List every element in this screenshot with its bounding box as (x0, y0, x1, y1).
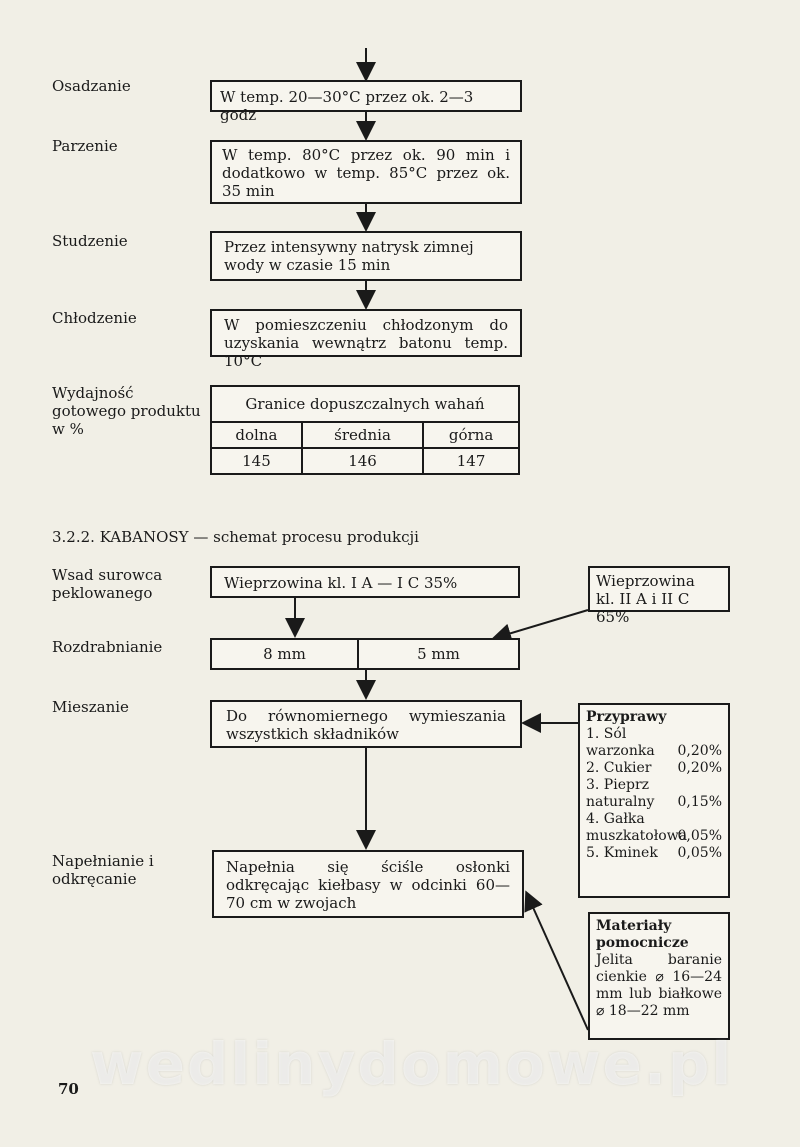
step-box-osadzanie: W temp. 20—30°C przez ok. 2—3 godz (210, 80, 522, 112)
meat-side-line1: Wieprzowina (596, 572, 695, 590)
watermark: wedlinydomowe.pl (90, 1030, 734, 1098)
napelnianie-box: Napełnia się ściśle osłonki odkręcając kiełbasy w odcinki 60—70 cm w zwojach (212, 850, 524, 918)
spices-title: Przyprawy (586, 709, 667, 725)
materials-text: Jelita baranie cienkie ⌀ 16—24 mm lub białkowe ⌀ 18—22 mm (596, 952, 722, 1019)
yield-col-dolna: dolna (211, 422, 302, 448)
mieszanie-box: Do równomiernego wymieszania wszystkich składników (210, 700, 522, 748)
step-label-osadzanie: Osadzanie (52, 77, 131, 95)
spice-item-2: 2. Cukier 0,20% (586, 760, 722, 776)
step-label-chlodzenie: Chłodzenie (52, 309, 137, 327)
spice-item-1: 1. Sól warzonka 0,20% (586, 726, 722, 759)
step-box-parzenie: W temp. 80°C przez ok. 90 min i dodatkowo w temp. 85°C przez ok. 35 min (210, 140, 522, 204)
rozdrabnianie-label: Rozdrabnianie (52, 638, 163, 656)
yield-val-srednia: 146 (302, 448, 423, 474)
yield-label: Wydajność gotowego produktu w % (52, 384, 201, 438)
page-number: 70 (58, 1080, 79, 1098)
yield-col-gorna: górna (423, 422, 519, 448)
step-label-parzenie: Parzenie (52, 137, 118, 155)
arrow-materials-to-fill (527, 894, 588, 1030)
materials-title: Materiały pomocnicze (596, 918, 689, 951)
materials-box (588, 912, 730, 1040)
meat-main-box: Wieprzowina kl. I A — I C 35% (210, 566, 520, 598)
grind-left: 8 mm (212, 640, 359, 668)
step-box-chlodzenie: W pomieszczeniu chłodzonym do uzyskania wewnątrz batonu temp. 10°C (210, 309, 522, 357)
step-box-studzenie: Przez intensywny natrysk zimnej wody w czasie 15 min (210, 231, 522, 281)
arrow-side-to-grind (495, 610, 588, 638)
spice-item-3: 3. Pieprz naturalny 0,15% (586, 777, 722, 810)
spice-item-5: 5. Kminek 0,05% (586, 845, 722, 861)
grind-box (210, 638, 520, 670)
step-label-studzenie: Studzenie (52, 232, 128, 250)
spice-item-4: 4. Gałka muszkatołowa 0,05% (586, 811, 722, 844)
grind-right: 5 mm (417, 645, 460, 663)
section-heading: 3.2.2. KABANOSY — schemat procesu produkcji (52, 528, 419, 546)
napelnianie-label: Napełnianie i odkręcanie (52, 852, 154, 888)
wsad-label: Wsad surowca peklowanego (52, 566, 163, 602)
meat-side-box (588, 566, 730, 626)
spices-box (578, 703, 730, 898)
yield-val-gorna: 147 (423, 448, 519, 474)
meat-side-line2: kl. II A i II C 65% (596, 590, 690, 626)
yield-col-srednia: średnia (302, 422, 423, 448)
yield-val-dolna: 145 (211, 448, 302, 474)
mieszanie-label: Mieszanie (52, 698, 129, 716)
yield-table (210, 385, 520, 475)
yield-header: Granice dopuszczalnych wahań (211, 386, 519, 422)
